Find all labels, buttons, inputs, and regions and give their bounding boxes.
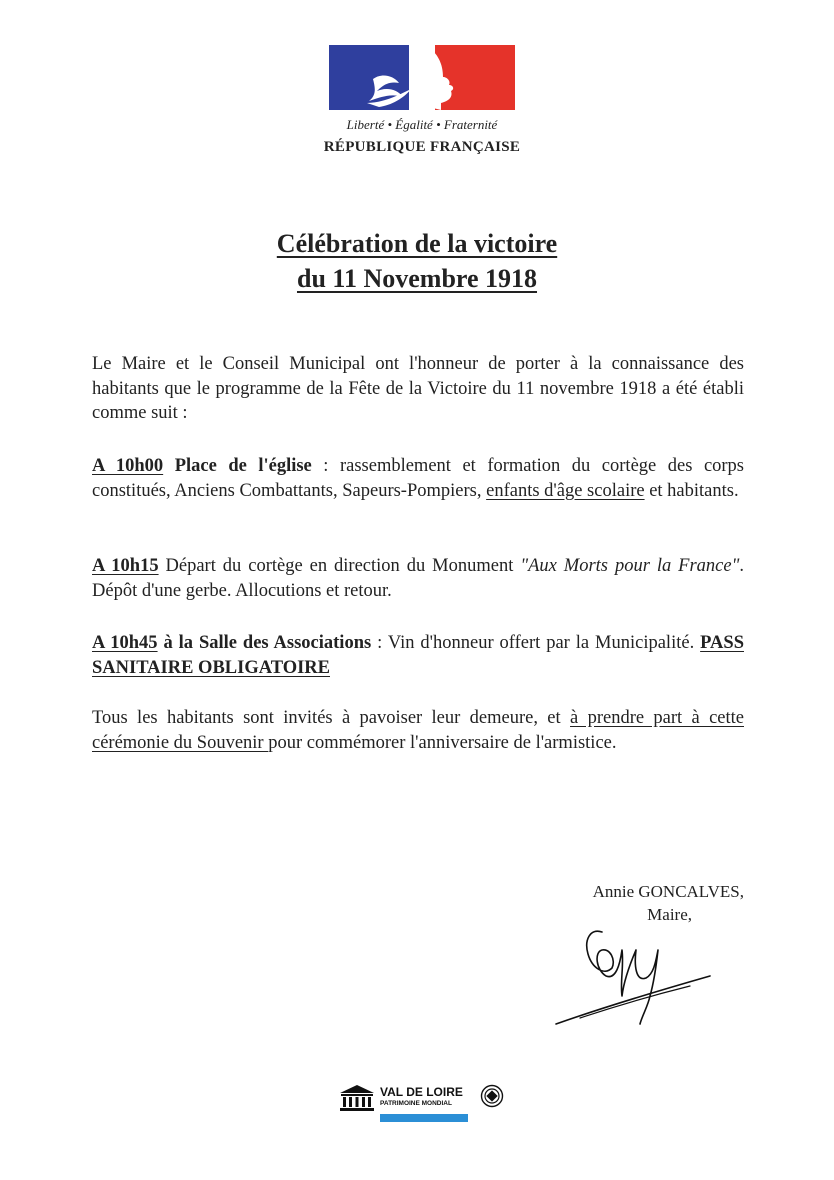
program-text: : rassemblement et formation du cortège des corps constitués, Anciens Combattants, Sapeurs-Pompiers, (92, 456, 745, 501)
footer-blue-bar (380, 1114, 468, 1122)
program-time: A 10h45 (92, 633, 158, 653)
republic-name: RÉPUBLIQUE FRANÇAISE (323, 139, 521, 155)
signer-name: Annie GONCALVES, (592, 882, 744, 901)
program-item-1 (92, 454, 744, 503)
program-quote: "Aux Morts pour la France" (520, 556, 740, 576)
program-place: à la Salle des Associations (157, 633, 372, 653)
program-time: A 10h00 (92, 456, 164, 476)
program-text: et habitants. (644, 480, 739, 501)
program-time: A 10h15 (92, 556, 159, 576)
program-item-2 (92, 554, 744, 603)
val-de-loire-logo (338, 1082, 508, 1126)
closing-text: Tous les habitants sont invités à pavoiser leur demeure, et (92, 708, 571, 728)
page-title-line-1: Célébration de la victoire (276, 229, 558, 258)
program-highlight: enfants d'âge scolaire (486, 480, 645, 501)
closing-paragraph (92, 706, 744, 755)
val-de-loire-title: VAL DE LOIRE (380, 1085, 463, 1099)
program-text: . Dépôt d'une gerbe. Allocutions et retour. (92, 556, 744, 601)
closing-text: pour commémorer l'anniversaire de l'armistice. (268, 732, 617, 753)
page-title-line-2: du 11 Novembre 1918 (296, 264, 538, 293)
signer-role: Maire, (647, 905, 692, 924)
world-heritage-emblem-icon (480, 1084, 504, 1108)
program-item-3 (92, 631, 744, 680)
handwritten-signature (550, 920, 720, 1030)
program-text: Départ du cortège en direction du Monument (158, 556, 521, 576)
val-de-loire-subtitle: PATRIMOINE MONDIAL (380, 1100, 452, 1107)
republic-motto: Liberté • Égalité • Fraternité (346, 117, 498, 132)
program-place: Place de l'église (174, 456, 312, 476)
marianne-logo (329, 45, 515, 110)
program-text: : Vin d'honneur offert par la Municipalité. (371, 633, 701, 653)
closing-highlight: à prendre part à cette cérémonie du Souvenir (92, 708, 744, 753)
unesco-temple-icon (338, 1084, 376, 1112)
intro-paragraph: Le Maire et le Conseil Municipal ont l'honneur de porter à la connaissance des habitants que le programme de la Fête de la Victoire du 11 novembre 1918 a été établi comme suit : (92, 354, 744, 423)
program-notice: PASS SANITAIRE OBLIGATOIRE (92, 633, 744, 678)
